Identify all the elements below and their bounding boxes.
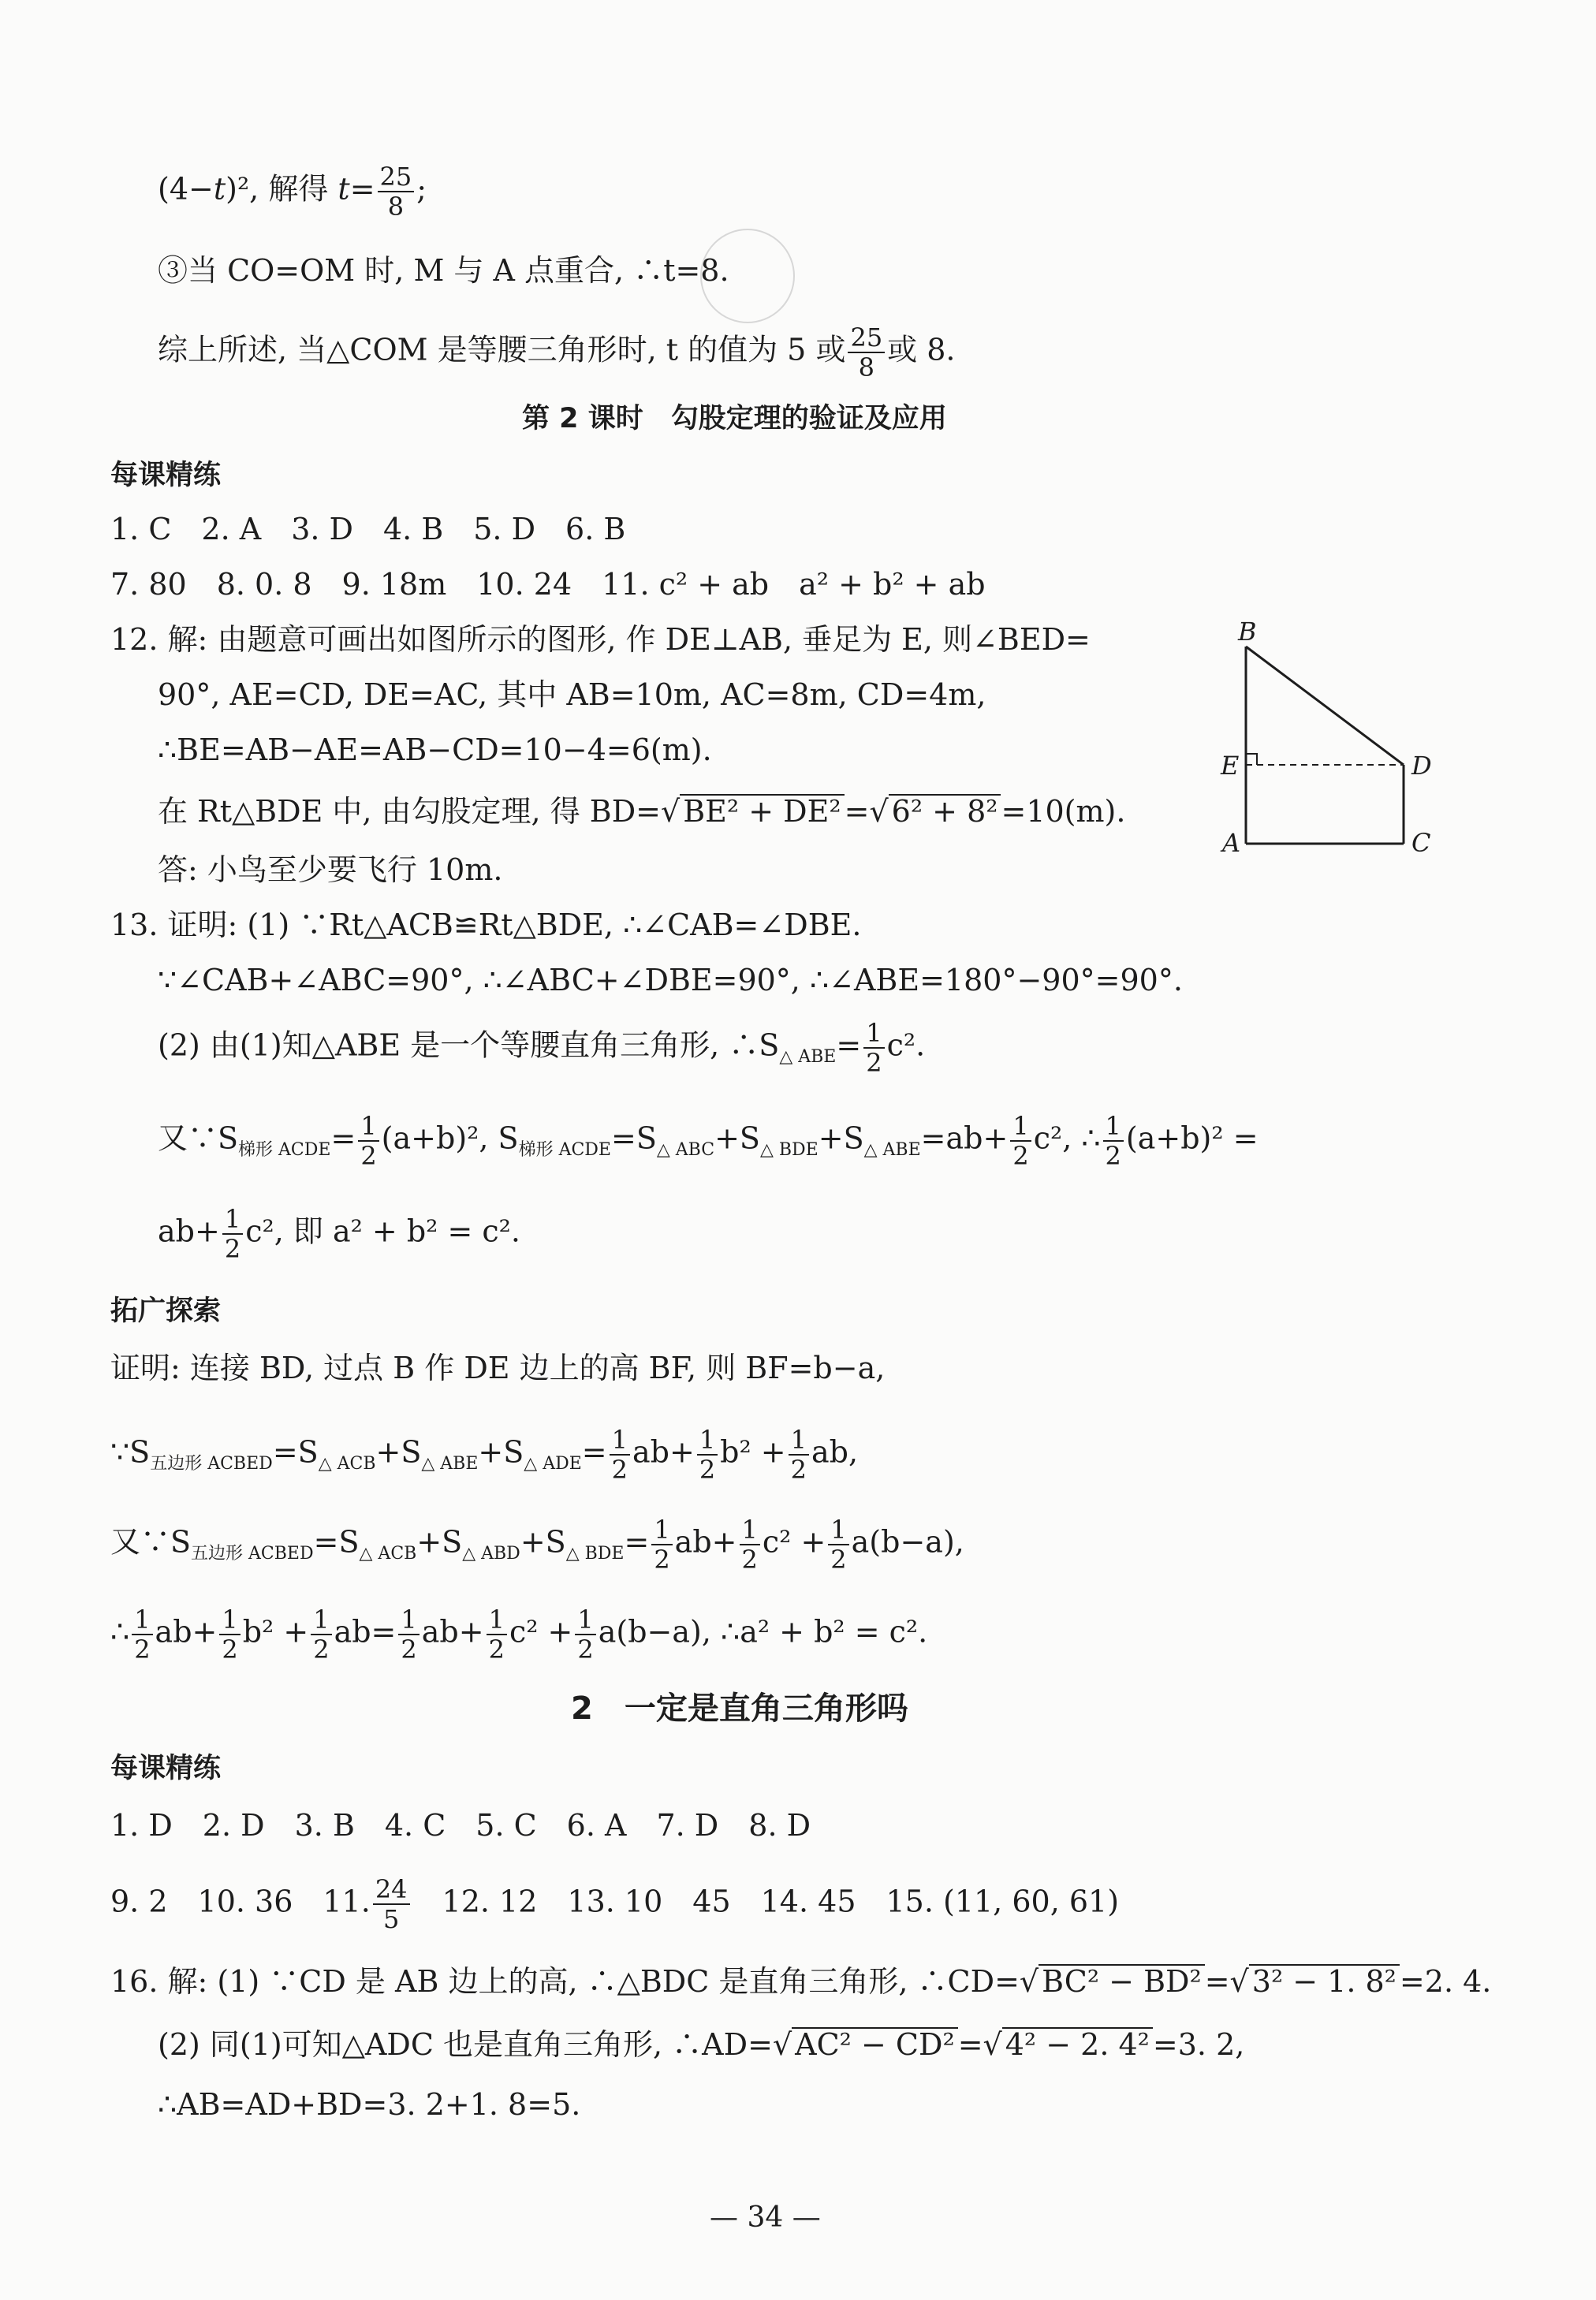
label-d: D (1411, 751, 1432, 781)
label-c: C (1411, 828, 1431, 858)
fraction-half (863, 1019, 884, 1077)
page-number: — 34 — (710, 2201, 821, 2234)
text: 又∵S (110, 1524, 192, 1560)
text: c² + (762, 1524, 826, 1560)
subscript: △ ABE (421, 1454, 479, 1474)
text: =2. 4. (1399, 1964, 1492, 1999)
stamp-watermark (700, 229, 795, 323)
fraction-half (1010, 1112, 1031, 1170)
q16-line-1: 16. 解: (1) ∵CD 是 AB 边上的高, ∴△BDC 是直角三角形, ∴CD=√ BC² − BD² =√ 3² − 1. 8² =2. 4. (110, 1964, 1492, 1999)
subscript: 梯形 ACDE (518, 1140, 611, 1161)
q16-line-3: ∴AB=AD+BD=3. 2+1. 8=5. (158, 2087, 581, 2122)
numerator: 1 (1010, 1112, 1031, 1142)
text: ab+ (674, 1524, 737, 1560)
numerator: 1 (219, 1605, 240, 1635)
numerator: 25 (848, 323, 885, 353)
text: =S (313, 1524, 360, 1560)
text: ab+ (421, 1614, 484, 1650)
denominator: 2 (790, 1455, 807, 1485)
text: ab= (334, 1614, 397, 1650)
fraction-half (610, 1426, 630, 1484)
subscript: 梯形 ACDE (238, 1140, 331, 1161)
denominator: 2 (134, 1635, 151, 1664)
q12-line-3: ∴BE=AB−AE=AB−CD=10−4=6(m). (158, 732, 712, 767)
numerator: 1 (610, 1426, 630, 1456)
text: (4− (158, 171, 214, 207)
text: (2) 同(1)可知△ADC 也是直角三角形, ∴AD= (158, 2027, 773, 2062)
numerator: 1 (651, 1515, 672, 1545)
numerator: 1 (487, 1605, 507, 1635)
text: = (957, 2027, 983, 2062)
text: 12. 12 13. 10 45 14. 45 15. (11, 60, 61) (442, 1884, 1120, 1919)
geometry-figure (1214, 615, 1451, 859)
q12-line-4: 在 Rt△BDE 中, 由勾股定理, 得 BD=√ BE² + DE² =√ 6² + 8² =10(m). (158, 794, 1126, 829)
denominator: 8 (387, 192, 405, 222)
text: = (624, 1524, 650, 1560)
text: +S (416, 1524, 463, 1560)
fraction (378, 162, 415, 221)
ext-line-1: 证明: 连接 BD, 过点 B 作 DE 边上的高 BF, 则 BF=b−a, (110, 1351, 886, 1385)
denominator: 2 (401, 1635, 417, 1664)
subscript: △ BDE (565, 1544, 625, 1564)
text: =S (272, 1434, 319, 1470)
subscript: △ BDE (759, 1140, 819, 1161)
text: c², 即 a² + b² = c². (245, 1213, 520, 1249)
text: +S (375, 1434, 422, 1470)
fraction-half (398, 1605, 419, 1664)
ext-line-4 (110, 1605, 927, 1664)
denominator: 2 (1012, 1141, 1029, 1171)
subscript: △ ABD (462, 1544, 520, 1564)
text: c². (886, 1027, 926, 1063)
denominator: 2 (222, 1635, 238, 1664)
numerator: 1 (575, 1605, 595, 1635)
text: 或 8. (887, 332, 956, 367)
denominator: 2 (1105, 1141, 1121, 1171)
numerator: 24 (373, 1875, 410, 1905)
sqrt: AC² − CD² (792, 2027, 958, 2060)
fraction (373, 1875, 410, 1933)
text: 16. 解: (1) ∵CD 是 AB 边上的高, ∴△BDC 是直角三角形, ∴CD= (110, 1964, 1020, 1999)
numerator: 1 (1103, 1112, 1124, 1142)
q12-line-1: 12. 解: 由题意可画出如图所示的图形, 作 DE⊥AB, 垂足为 E, 则∠BED= (110, 622, 1091, 657)
denominator: 2 (224, 1234, 241, 1264)
text: a(b−a), (851, 1524, 964, 1560)
denominator: 2 (313, 1635, 330, 1664)
text: c² + (509, 1614, 573, 1650)
denominator: 2 (654, 1545, 670, 1575)
text: (a+b)², S (381, 1120, 519, 1156)
text: 在 Rt△BDE 中, 由勾股定理, 得 BD= (158, 794, 662, 829)
denominator: 5 (382, 1904, 400, 1934)
text: 9. 2 10. 36 11. (110, 1884, 371, 1919)
text: c², ∴ (1033, 1120, 1101, 1156)
sqrt: BE² + DE² (680, 794, 844, 827)
section-label-practice-2: 每课精练 (110, 1753, 222, 1784)
text: ∵S (110, 1434, 151, 1470)
heading-section-2: 2 一定是直角三角形吗 (571, 1691, 908, 1727)
label-e: E (1221, 751, 1240, 781)
subscript: 五边形 ACBED (150, 1454, 273, 1474)
q13-line-5 (158, 1205, 520, 1263)
fraction-half (487, 1605, 507, 1664)
subscript: △ ACB (359, 1544, 417, 1564)
text: = (836, 1027, 862, 1063)
numerator: 1 (740, 1515, 760, 1545)
sqrt: 3² − 1. 8² (1249, 1964, 1400, 1997)
section-label-practice-1: 每课精练 (110, 460, 222, 491)
text: ∴ (110, 1614, 130, 1650)
answers-row-2: 7. 80 8. 0. 8 9. 18m 10. 24 11. c² + ab a² + b² + ab (110, 567, 986, 602)
text: (a+b)² = (1125, 1120, 1259, 1156)
numerator: 1 (828, 1515, 848, 1545)
numerator: 1 (311, 1605, 331, 1635)
text: = (844, 794, 870, 829)
text: = (349, 171, 375, 207)
denominator: 2 (577, 1635, 594, 1664)
text: =10(m). (1001, 794, 1126, 829)
subscript: △ ACB (318, 1454, 376, 1474)
fraction-half (575, 1605, 595, 1664)
q13-line-1: 13. 证明: (1) ∵Rt△ACB≌Rt△BDE, ∴∠CAB=∠DBE. (110, 908, 862, 942)
denominator: 2 (611, 1455, 628, 1485)
section-label-extension: 拓广探索 (110, 1295, 222, 1327)
subscript: △ ABC (656, 1140, 715, 1161)
label-a: A (1222, 828, 1241, 858)
text: ab, (811, 1434, 859, 1470)
denominator: 2 (830, 1545, 847, 1575)
right-angle-mark (1246, 754, 1257, 765)
text: (2) 由(1)知△ABE 是一个等腰直角三角形, ∴S (158, 1027, 780, 1063)
text: +S (520, 1524, 566, 1560)
numerator: 1 (132, 1605, 152, 1635)
label-b: B (1238, 617, 1257, 647)
numerator: 25 (378, 162, 415, 192)
answers-row-3: 1. D 2. D 3. B 4. C 5. C 6. A 7. D 8. D (110, 1808, 811, 1843)
text: ab+ (158, 1213, 220, 1249)
fraction (848, 323, 885, 382)
numerator: 1 (358, 1112, 378, 1142)
text: +S (818, 1120, 864, 1156)
denominator: 2 (699, 1455, 716, 1485)
sqrt: BC² − BD² (1039, 1964, 1205, 1997)
subscript: 五边形 ACBED (191, 1544, 314, 1564)
fraction-half (651, 1515, 672, 1574)
heading-lesson-2: 第 2 课时 勾股定理的验证及应用 (522, 403, 947, 434)
q13-line-4: 又$\because S_{梯形 ACDE}=$ $\frac{1}{2}$ (a+b)², $S_{梯形 ACDE}=S_{\triangle ABC}+S_{\triangle BDE}+S_{\triangle ABE}=ab+$ $\frac{1}{2}$ c², ∴ $\frac{1}{2}$ (a+b)² = (158, 1111, 1259, 1171)
sqrt: 6² + 8² (889, 794, 1001, 827)
text: t (337, 171, 350, 207)
text: ab+ (632, 1434, 695, 1470)
sqrt: 4² − 2. 4² (1002, 2027, 1153, 2060)
subscript: △ ABE (779, 1047, 837, 1068)
fraction-half (828, 1515, 848, 1574)
text: 又∵S (158, 1120, 239, 1156)
text: =S (611, 1120, 657, 1156)
text: =ab+ (920, 1120, 1009, 1156)
fraction-half (697, 1426, 718, 1484)
q13-line-3 (158, 1019, 925, 1077)
text: +S (714, 1120, 760, 1156)
q12-line-2: 90°, AE=CD, DE=AC, 其中 AB=10m, AC=8m, CD=4m, (158, 677, 986, 712)
text: b² + (720, 1434, 786, 1470)
answers-row-4 (110, 1875, 1119, 1933)
q12-line-5: 答: 小鸟至少要飞行 10m. (158, 852, 503, 887)
ext-line-2 (110, 1426, 858, 1484)
text: ab+ (155, 1614, 218, 1650)
numerator: 1 (863, 1019, 884, 1049)
fraction-half (740, 1515, 760, 1574)
line-2: ③当 CO=OM 时, M 与 A 点重合, ∴t=8. (158, 253, 729, 288)
text: 综上所述, 当△COM 是等腰三角形时, t 的值为 5 或 (158, 332, 846, 367)
text: = (581, 1434, 607, 1470)
fraction-half (222, 1205, 243, 1263)
fraction-half (789, 1426, 809, 1484)
q13-line-2: ∵∠CAB+∠ABC=90°, ∴∠ABC+∠DBE=90°, ∴∠ABE=180°−90°=90°. (158, 963, 1183, 997)
text: a(b−a), ∴a² + b² = c². (598, 1614, 928, 1650)
text: =3. 2, (1152, 2027, 1245, 2062)
numerator: 1 (697, 1426, 718, 1456)
fraction-half (132, 1605, 152, 1664)
line-3 (158, 323, 956, 382)
fraction-half (219, 1605, 240, 1664)
denominator: 2 (741, 1545, 758, 1575)
ext-line-3 (110, 1515, 964, 1574)
subscript: △ ABE (863, 1140, 921, 1161)
denominator: 2 (360, 1141, 377, 1171)
numerator: 1 (789, 1426, 809, 1456)
numerator: 1 (222, 1205, 243, 1235)
line-1 (158, 162, 427, 221)
text: b² + (242, 1614, 309, 1650)
text: ; (416, 171, 427, 207)
denominator: 2 (866, 1048, 882, 1078)
subscript: △ ADE (524, 1454, 582, 1474)
denominator: 8 (858, 352, 874, 382)
numerator: 1 (398, 1605, 419, 1635)
denominator: 2 (488, 1635, 505, 1664)
text: = (1204, 1964, 1230, 1999)
answers-row-1: 1. C 2. A 3. D 4. B 5. D 6. B (110, 512, 626, 546)
text: )², 解得 (226, 171, 338, 207)
segment-bd (1246, 647, 1404, 765)
text: t (213, 171, 226, 207)
fraction-half (358, 1112, 378, 1170)
q16-line-2: (2) 同(1)可知△ADC 也是直角三角形, ∴AD=√ AC² − CD² =√ 4² − 2. 4² =3. 2, (158, 2027, 1245, 2062)
fraction-half (311, 1605, 331, 1664)
fraction-half (1103, 1112, 1124, 1170)
text: +S (478, 1434, 524, 1470)
